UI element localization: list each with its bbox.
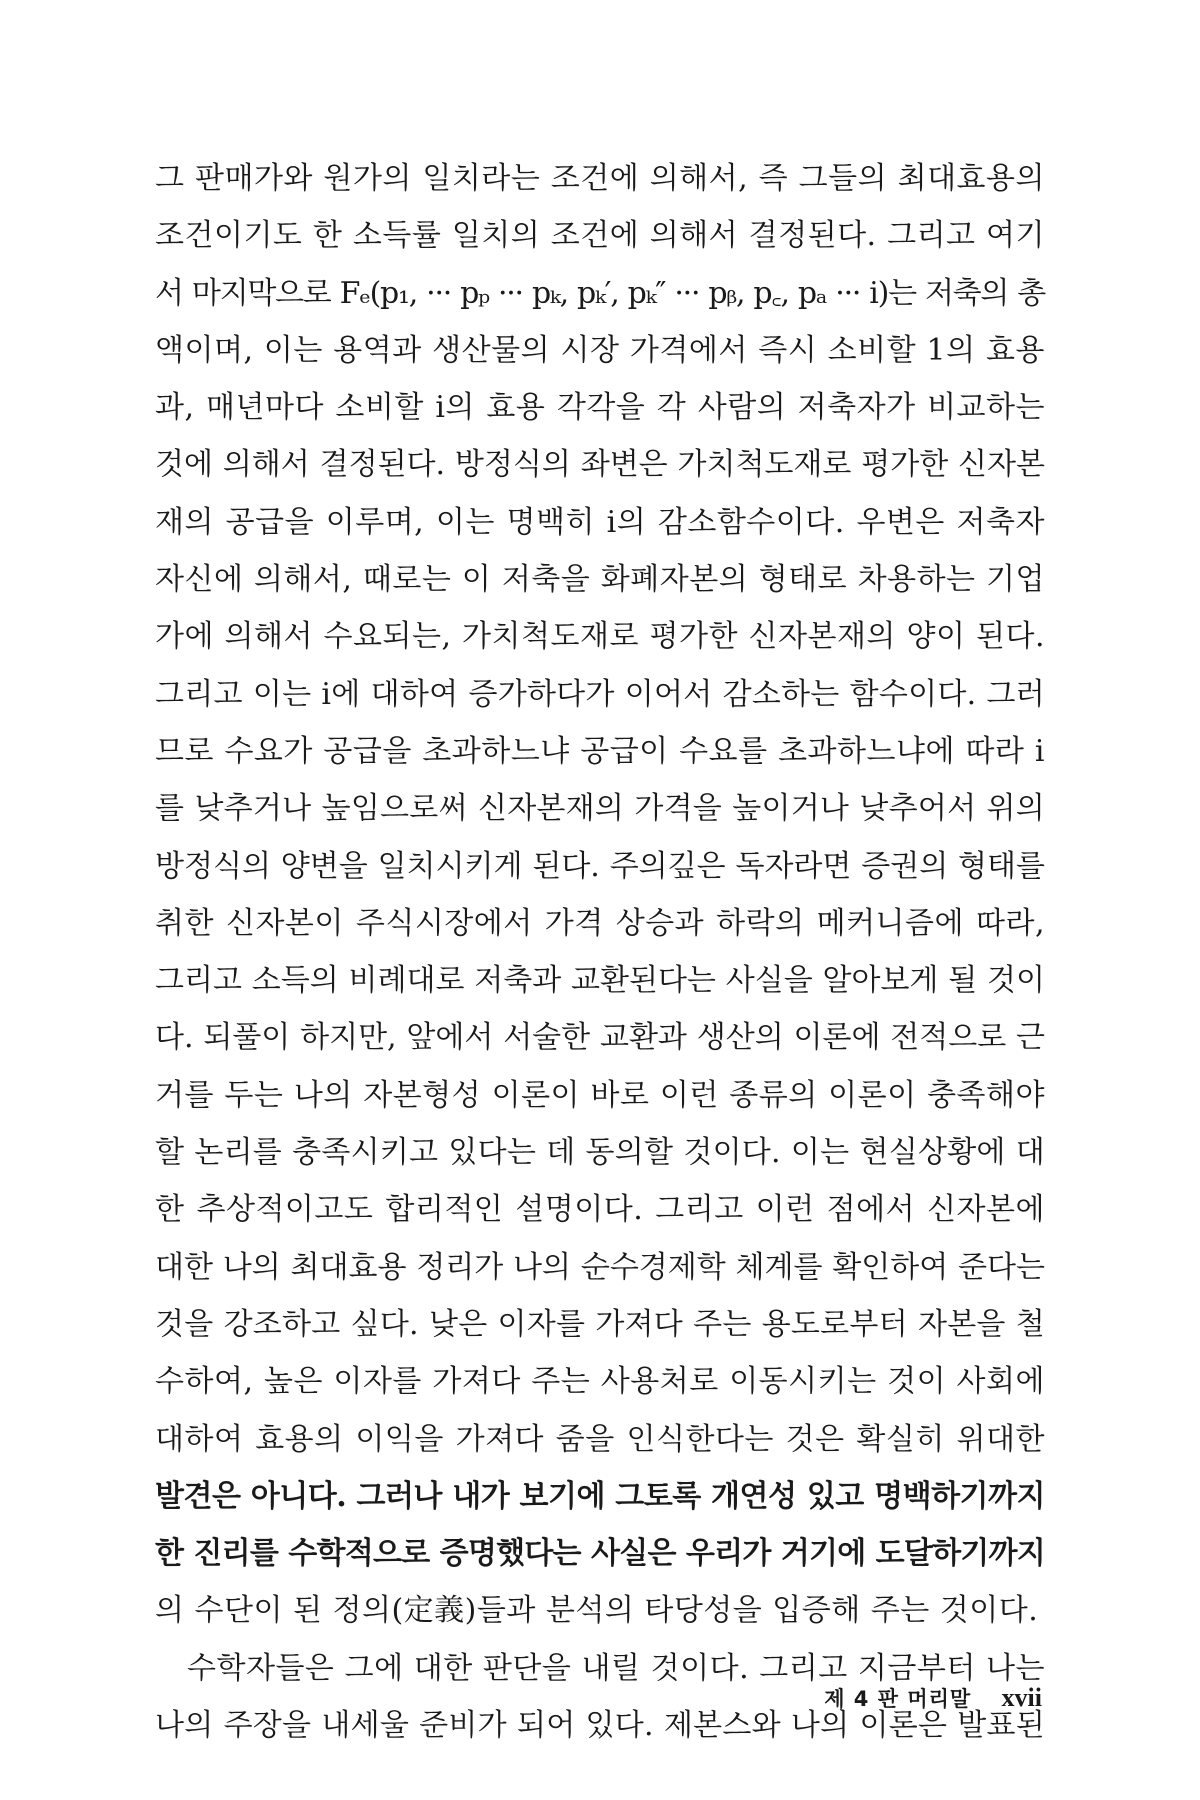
text-line: 과, 매년마다 소비할 i의 효용 각각을 각 사람의 저축자가 비교하는: [155, 390, 1045, 426]
text-line: 조건이기도 한 소득률 일치의 조건에 의해서 결정된다. 그리고 여기: [155, 218, 1045, 254]
text-line: 취한 신자본이 주식시장에서 가격 상승과 하락의 메커니즘에 따라,: [155, 905, 1045, 941]
text-line: 거를 두는 나의 자본형성 이론이 바로 이런 종류의 이론이 충족해야: [155, 1077, 1045, 1113]
text-line: 자신에 의해서, 때로는 이 저축을 화폐자본의 형태로 차용하는 기업: [155, 562, 1045, 598]
text-line: 발견은 아니다. 그러나 내가 보기에 그토록 개연성 있고 명백하기까지: [155, 1478, 1045, 1514]
text-line: 한 진리를 수학적으로 증명했다는 사실은 우리가 거기에 도달하기까지: [155, 1536, 1045, 1572]
text-line: 므로 수요가 공급을 초과하느냐 공급이 수요를 초과하느냐에 따라 i: [155, 733, 1045, 769]
text-line: 것에 의해서 결정된다. 방정식의 좌변은 가치척도재로 평가한 신자본: [155, 447, 1045, 483]
text-line: 대하여 효용의 이익을 가져다 줌을 인식한다는 것은 확실히 위대한: [155, 1421, 1045, 1457]
text-line: 수학자들은 그에 대한 판단을 내릴 것이다. 그리고 지금부터 나는: [187, 1650, 1045, 1686]
text-line: 한 추상적이고도 합리적인 설명이다. 그리고 이런 점에서 신자본에: [155, 1192, 1045, 1228]
page-number: xvii: [1001, 1683, 1042, 1712]
page-footer: [824, 1683, 1042, 1713]
text-line: 그리고 소득의 비례대로 저축과 교환된다는 사실을 알아보게 될 것이: [155, 963, 1045, 999]
running-title: 제 4 판 머리말: [824, 1687, 972, 1711]
body-text: [155, 150, 1045, 1754]
text-line: 의 수단이 된 정의(定義)들과 분석의 타당성을 입증해 주는 것이다.: [155, 1593, 1039, 1629]
text-line: 수하여, 높은 이자를 가져다 주는 사용처로 이동시키는 것이 사회에: [155, 1364, 1045, 1400]
text-line: 그 판매가와 원가의 일치라는 조건에 의해서, 즉 그들의 최대효용의: [155, 161, 1045, 196]
text-line: 가에 의해서 수요되는, 가치척도재로 평가한 신자본재의 양이 된다.: [155, 619, 1045, 655]
text-line: 재의 공급을 이루며, 이는 명백히 i의 감소함수이다. 우변은 저축자: [155, 504, 1045, 540]
text-line: 액이며, 이는 용역과 생산물의 시장 가격에서 즉시 소비할 1의 효용: [155, 332, 1045, 368]
text-line: 를 낮추거나 높임으로써 신자본재의 가격을 높이거나 낮추어서 위의: [155, 791, 1045, 827]
text-line: 방정식의 양변을 일치시키게 된다. 주의깊은 독자라면 증권의 형태를: [155, 848, 1045, 884]
text-line: 서 마지막으로 Fₑ(p₁, ··· pₚ ··· pₖ, pₖ′, pₖ″ ··· pᵦ, p꜀, pₐ ··· i)는 저축의 총: [155, 275, 1045, 311]
text-line: 할 논리를 충족시키고 있다는 데 동의할 것이다. 이는 현실상황에 대: [155, 1135, 1045, 1171]
text-line: 것을 강조하고 싶다. 낮은 이자를 가져다 주는 용도로부터 자본을 철: [155, 1306, 1045, 1342]
text-line: 다. 되풀이 하지만, 앞에서 서술한 교환과 생산의 이론에 전적으로 근: [155, 1020, 1045, 1056]
text-line: 그리고 이는 i에 대하여 증가하다가 이어서 감소하는 함수이다. 그러: [155, 676, 1045, 712]
text-line: 나의 주장을 내세울 준비가 되어 있다. 제본스와 나의 이론은 발표된: [155, 1708, 1045, 1744]
text-line: 대한 나의 최대효용 정리가 나의 순수경제학 체계를 확인하여 준다는: [155, 1249, 1045, 1285]
